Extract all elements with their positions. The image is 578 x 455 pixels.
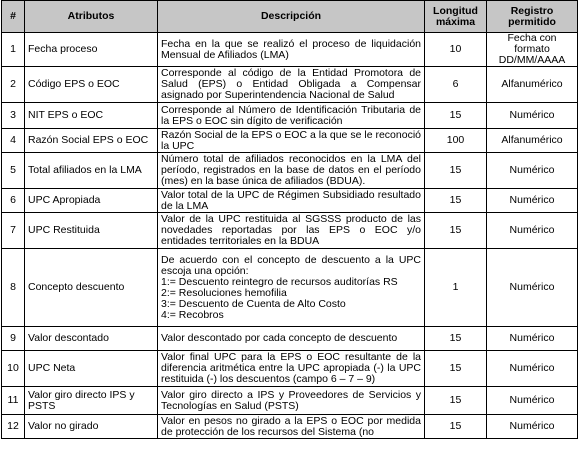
table-row <box>2 103 578 129</box>
row-attribute: Código EPS o EOC <box>25 67 158 103</box>
row-attribute: Fecha proceso <box>25 33 158 67</box>
row-allowed-format: Numérico <box>487 153 578 189</box>
row-number: 5 <box>2 153 25 189</box>
row-description: Valor descontado por cada concepto de descuento <box>158 327 425 351</box>
row-allowed-format: Numérico <box>487 327 578 351</box>
table-row <box>2 415 578 439</box>
row-max-length: 15 <box>425 327 487 351</box>
row-number: 4 <box>2 129 25 153</box>
table-row <box>2 33 578 67</box>
table-row <box>2 153 578 189</box>
header-number: # <box>2 1 25 33</box>
table-row <box>2 327 578 351</box>
header-max-length: Longitud máxima <box>425 1 487 33</box>
row-attribute: Valor descontado <box>25 327 158 351</box>
row-number: 12 <box>2 415 25 439</box>
row-allowed-format: Numérico <box>487 103 578 129</box>
table-row <box>2 387 578 415</box>
description-line: De acuerdo con el concepto de descuento a la UPC escoja una opción: <box>161 253 421 277</box>
row-attribute: Valor no girado <box>25 415 158 439</box>
row-number: 10 <box>2 351 25 387</box>
row-allowed-format: Numérico <box>487 213 578 249</box>
row-attribute: UPC Restituida <box>25 213 158 249</box>
row-max-length: 15 <box>425 103 487 129</box>
row-description: Valor en pesos no girado a la EPS o EOC por medida de protección de los recursos del Sistema (no <box>158 415 425 439</box>
row-max-length: 15 <box>425 153 487 189</box>
table-row <box>2 249 578 327</box>
row-attribute: Concepto descuento <box>25 249 158 327</box>
row-description <box>158 249 425 327</box>
row-number: 3 <box>2 103 25 129</box>
row-allowed-format: Numérico <box>487 387 578 415</box>
row-allowed-format: Numérico <box>487 415 578 439</box>
row-max-length: 1 <box>425 249 487 327</box>
row-description: Razón Social de la EPS o EOC a la que se le reconoció la UPC <box>158 129 425 153</box>
row-max-length: 15 <box>425 213 487 249</box>
row-description: Corresponde al Número de Identificación Tributaria de la EPS o EOC sin dígito de verificación <box>158 103 425 129</box>
table-row <box>2 129 578 153</box>
row-allowed-format: Numérico <box>487 189 578 213</box>
row-attribute: NIT EPS o EOC <box>25 103 158 129</box>
row-description: Valor de la UPC restituida al SGSSS producto de las novedades reportadas por las EPS o EOC y/o entidades territoriales en la BDUA <box>158 213 425 249</box>
row-number: 9 <box>2 327 25 351</box>
row-number: 11 <box>2 387 25 415</box>
table-row <box>2 351 578 387</box>
description-option: 1:= Descuento reintegro de recursos auditorías RS <box>161 275 398 288</box>
row-allowed-format: Fecha con formato DD/MM/AAAA <box>487 33 578 67</box>
row-max-length: 15 <box>425 415 487 439</box>
row-attribute: Valor giro directo IPS y PSTS <box>25 387 158 415</box>
row-description: Corresponde al código de la Entidad Promotora de Salud (EPS) o Entidad Obligada a Compensar asignado por Superintendencia Nacional de Salud <box>158 67 425 103</box>
description-option: 2:= Resoluciones hemofilia <box>161 286 287 299</box>
row-description: Valor giro directo a IPS y Proveedores de Servicios y Tecnologías en Salud (PSTS) <box>158 387 425 415</box>
row-number: 2 <box>2 67 25 103</box>
row-number: 1 <box>2 33 25 67</box>
row-description: Valor final UPC para la EPS o EOC resultante de la diferencia aritmética entre la UPC apropiada (-) la UPC restituida (-) los descuentos (campo 6 – 7 – 9) <box>158 351 425 387</box>
row-number: 8 <box>2 249 25 327</box>
header-row <box>2 1 578 33</box>
row-description: Valor total de la UPC de Régimen Subsidiado resultado de la LMA <box>158 189 425 213</box>
row-max-length: 6 <box>425 67 487 103</box>
row-description: Número total de afiliados reconocidos en la LMA del período, registrados en la base de datos en el período (mes) en la base única de afiliados (BDUA). <box>158 153 425 189</box>
row-max-length: 100 <box>425 129 487 153</box>
row-max-length: 15 <box>425 387 487 415</box>
row-attribute: UPC Neta <box>25 351 158 387</box>
row-attribute: Total afiliados en la LMA <box>25 153 158 189</box>
row-attribute: UPC Apropiada <box>25 189 158 213</box>
description-option: 3:= Descuento de Cuenta de Alto Costo <box>161 297 346 310</box>
table-row <box>2 67 578 103</box>
header-attributes: Atributos <box>25 1 158 33</box>
description-option: 4:= Recobros <box>161 308 224 321</box>
header-description: Descripción <box>158 1 425 33</box>
row-attribute: Razón Social EPS o EOC <box>25 129 158 153</box>
row-max-length: 15 <box>425 351 487 387</box>
row-number: 6 <box>2 189 25 213</box>
row-number: 7 <box>2 213 25 249</box>
table-row <box>2 189 578 213</box>
attributes-table <box>1 0 578 439</box>
row-allowed-format: Numérico <box>487 249 578 327</box>
row-description: Fecha en la que se realizó el proceso de liquidación Mensual de Afiliados (LMA) <box>158 33 425 67</box>
table-row <box>2 213 578 249</box>
row-max-length: 10 <box>425 33 487 67</box>
row-allowed-format: Alfanumérico <box>487 129 578 153</box>
header-allowed-format: Registro permitido <box>487 1 578 33</box>
row-allowed-format: Numérico <box>487 351 578 387</box>
row-allowed-format: Alfanumérico <box>487 67 578 103</box>
row-max-length: 15 <box>425 189 487 213</box>
